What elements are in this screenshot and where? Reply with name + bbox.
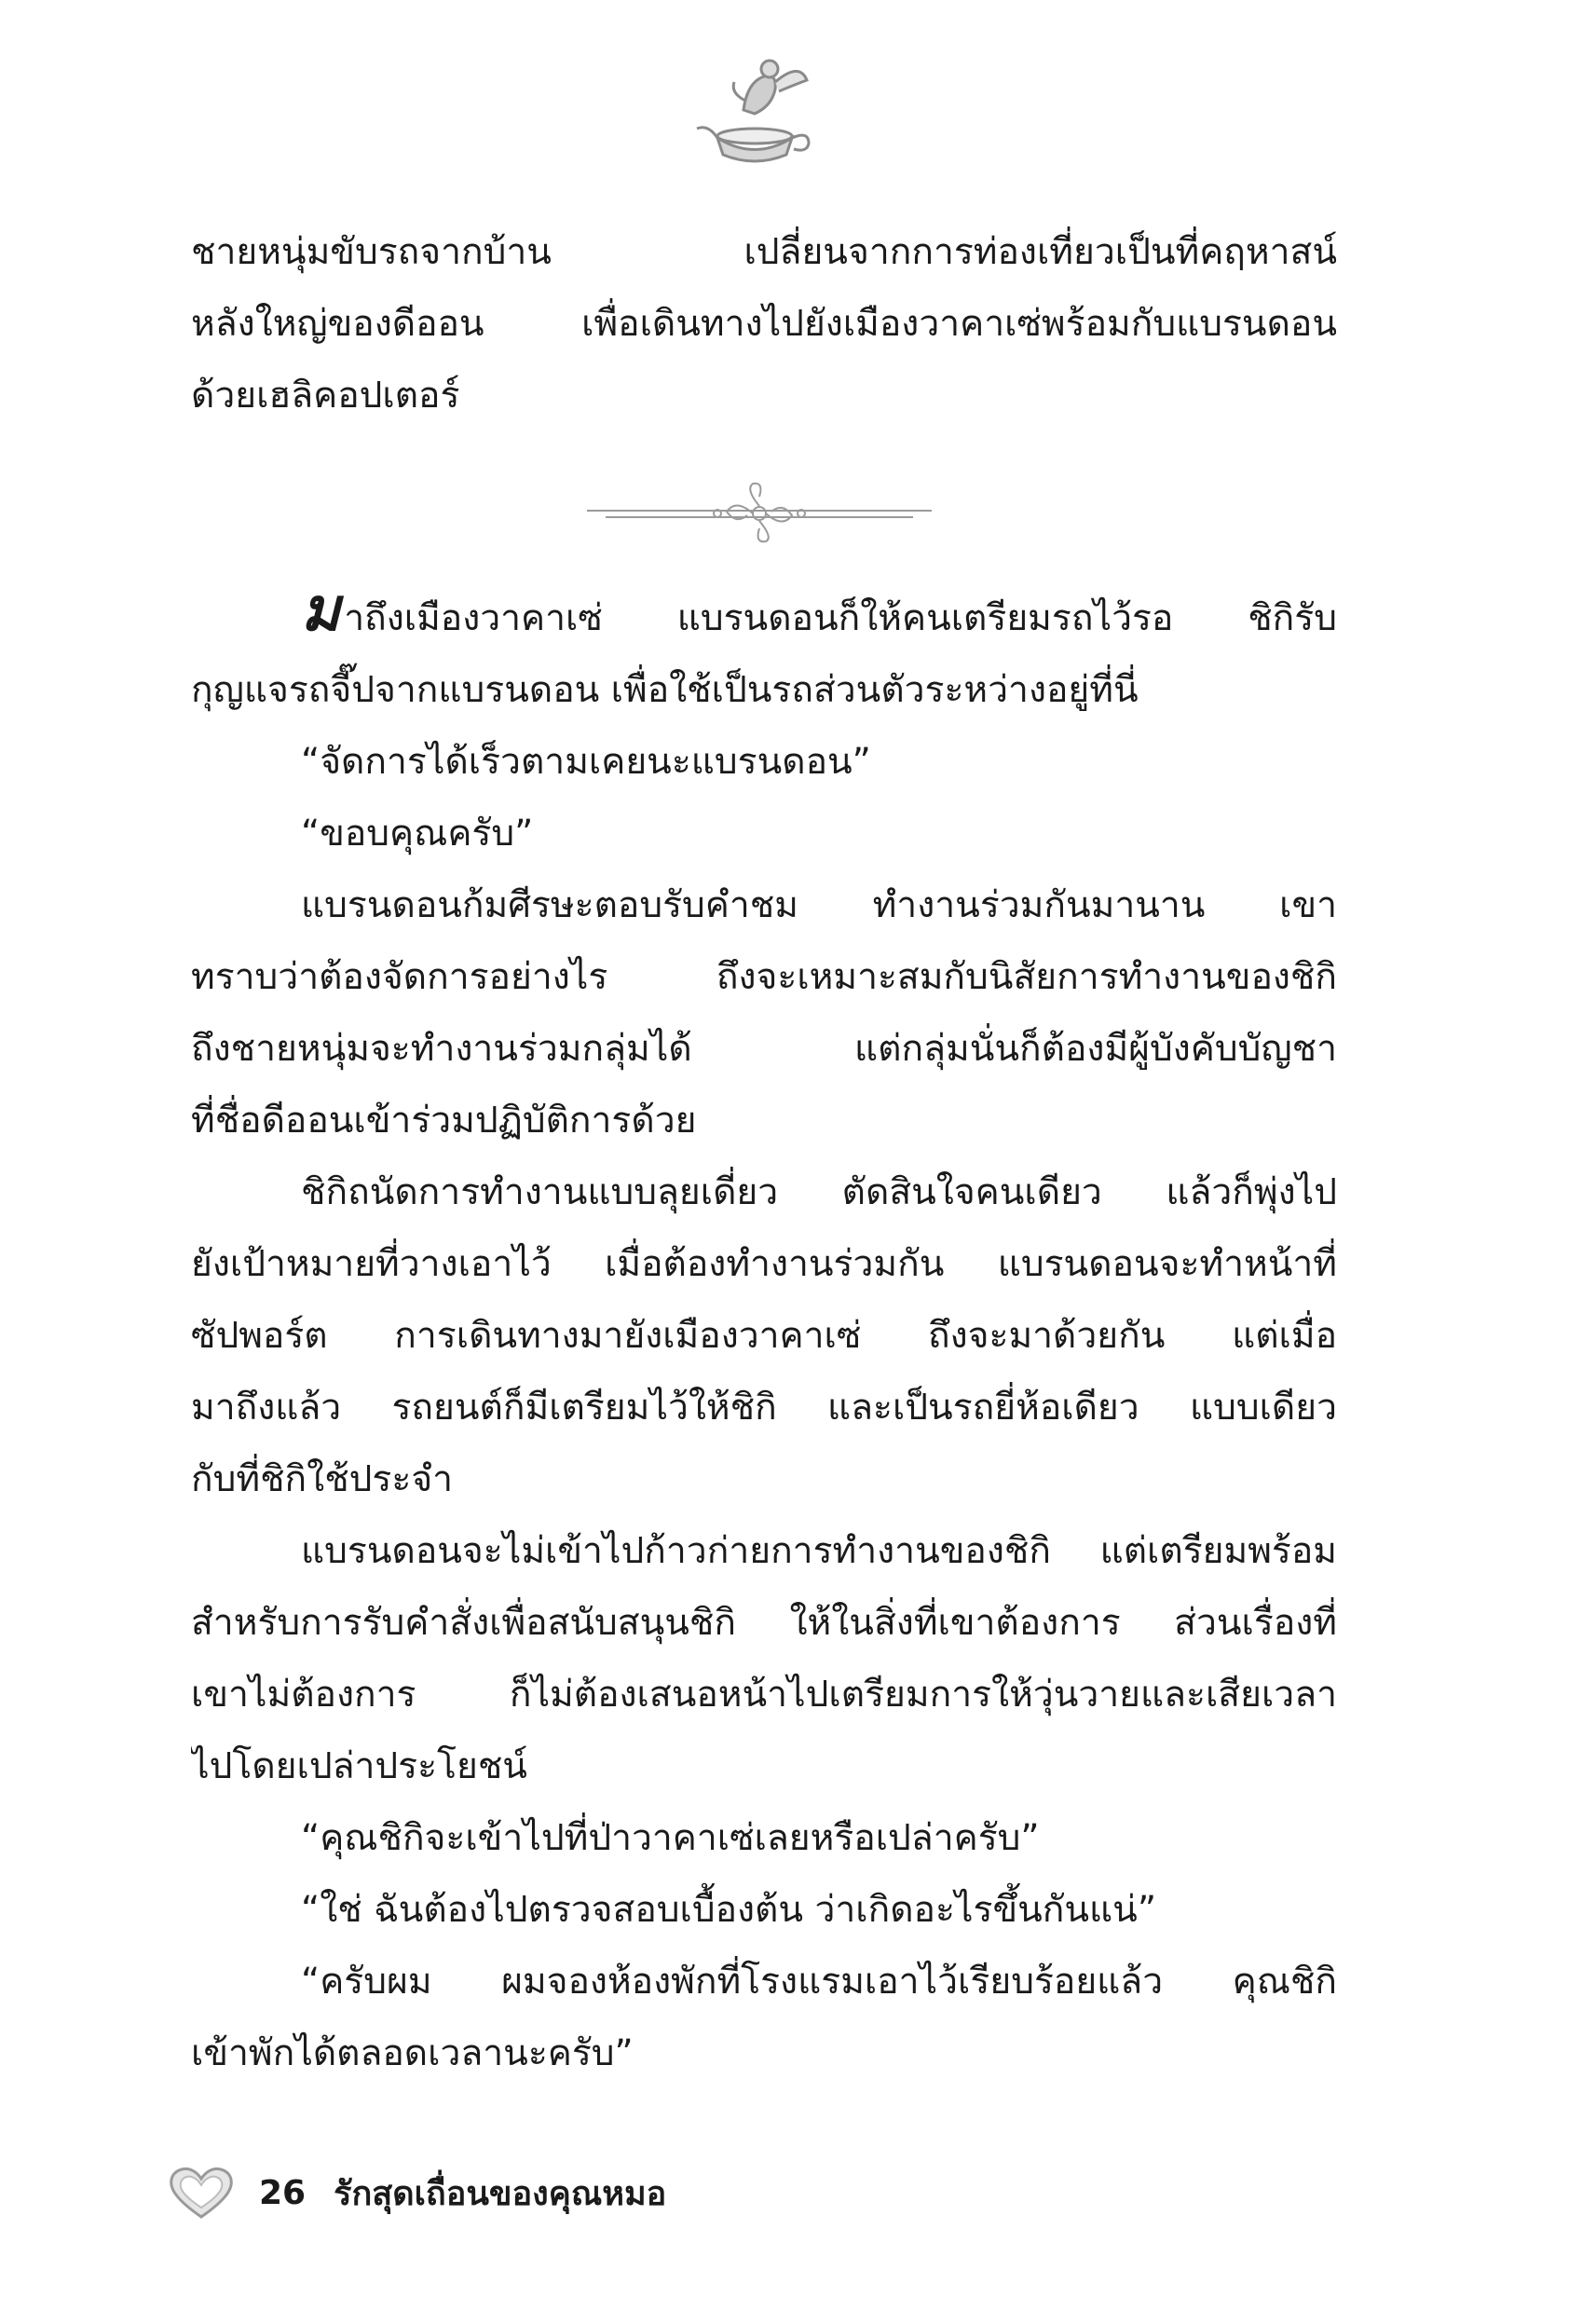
text-line: ด้วยเฮลิคอปเตอร์ [191,375,460,417]
book-title: รักสุดเถื่อนของคุณหมอ [334,2174,667,2213]
text-line: กุญแจรถจี๊ปจากแบรนดอน เพื่อใช้เป็นรถส่วนตัวระหว่างอยู่ที่นี่ [191,669,1139,711]
text-line: แบรนดอนก้มศีรษะตอบรับคำชม ทำงานร่วมกันมานาน เขา [301,884,1337,926]
intro-paragraph [191,216,1337,431]
text-line: ซัปพอร์ต การเดินทางมายังเมืองวาคาเซ่ ถึงจะมาด้วยกัน แต่เมื่อ [191,1315,1337,1357]
dialogue-line: “จัดการได้เร็วตามเคยนะแบรนดอน” [301,741,871,783]
dialogue-line: เข้าพักได้ตลอดเวลานะครับ” [191,2032,634,2074]
text-line: ยังเป้าหมายที่วางเอาไว้ เมื่อต้องทำงานร่วมกัน แบรนดอนจะทำหน้าที่ [191,1243,1337,1285]
teapot-cupid-icon [689,45,820,175]
heart-icon [168,2165,235,2221]
page-footer [168,2160,820,2225]
dialogue-line: “ครับผม ผมจองห้องพักที่โรงแรมเอาไว้เรียบร้อยแล้ว คุณชิกิ [301,1961,1337,2003]
first-line [191,582,1337,654]
text-line: าถึงเมืองวาคาเซ่ แบรนดอนก็ให้คนเตรียมรถไว้รอ ชิกิรับ [344,597,1337,639]
text-line: เขาไม่ต้องการ ก็ไม่ต้องเสนอหน้าไปเตรียมการให้วุ่นวายและเสียเวลา [191,1674,1337,1716]
dialogue-line: “คุณชิกิจะเข้าไปที่ป่าวาคาเซ่เลยหรือเปล่าครับ” [301,1817,1040,1859]
drop-cap: ม [301,582,341,645]
story-body [191,582,1337,2089]
text-line: หลังใหญ่ของดีออน เพื่อเดินทางไปยังเมืองวาคาเซ่พร้อมกับแบรนดอน [191,303,1337,345]
text-line: กับที่ชิกิใช้ประจำ [191,1458,454,1500]
text-line: ไปโดยเปล่าประโยชน์ [191,1745,527,1787]
dialogue-line: “ขอบคุณครับ” [301,813,534,855]
text-line: ทราบว่าต้องจัดการอย่างไร ถึงจะเหมาะสมกับนิสัยการทำงานของชิกิ [191,956,1337,998]
text-line: มาถึงแล้ว รถยนต์ก็มีเตรียมไว้ให้ชิกิ และเป็นรถยี่ห้อเดียว แบบเดียว [191,1387,1337,1429]
page-number: 26 [259,2173,307,2212]
flourish-divider-icon [587,480,932,545]
text-line: ถึงชายหนุ่มจะทำงานร่วมกลุ่มได้ แต่กลุ่มนั่นก็ต้องมีผู้บังคับบัญชา [191,1028,1337,1070]
text-line: ชายหนุ่มขับรถจากบ้าน เปลี่ยนจากการท่องเที่ยวเป็นที่คฤหาสน์ [191,231,1337,273]
text-line: ชิกิถนัดการทำงานแบบลุยเดี่ยว ตัดสินใจคนเดียว แล้วก็พุ่งไป [301,1171,1337,1213]
text-line: แบรนดอนจะไม่เข้าไปก้าวก่ายการทำงานของชิกิ แต่เตรียมพร้อม [301,1530,1337,1572]
text-line: ที่ชื่อดีออนเข้าร่วมปฏิบัติการด้วย [191,1100,697,1142]
text-line: สำหรับการรับคำสั่งเพื่อสนับสนุนชิกิ ให้ในสิ่งที่เขาต้องการ ส่วนเรื่องที่ [191,1602,1337,1644]
dialogue-line: “ใช่ ฉันต้องไปตรวจสอบเบื้องต้น ว่าเกิดอะไรขึ้นกันแน่” [301,1889,1157,1931]
